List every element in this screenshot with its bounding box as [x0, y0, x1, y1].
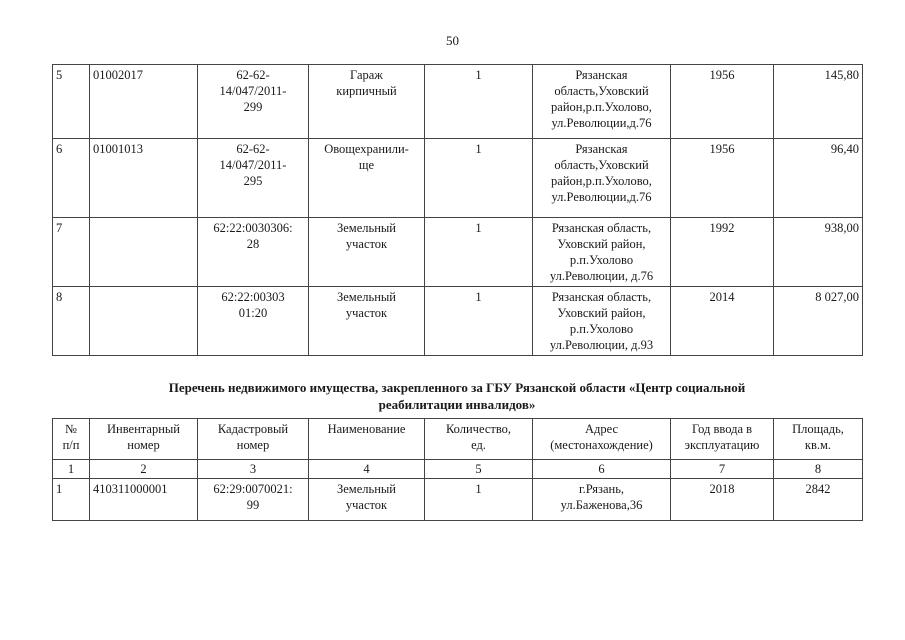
col-number: 4 — [309, 460, 425, 479]
cell-name: Гараж кирпичный — [309, 65, 425, 139]
table-row — [53, 218, 863, 287]
col-number: 5 — [425, 460, 533, 479]
cell-area: 2842 — [774, 479, 863, 521]
col-number: 1 — [53, 460, 90, 479]
table-row — [53, 65, 863, 139]
property-table-continued — [52, 64, 863, 356]
cell-quantity: 1 — [425, 218, 533, 287]
header-cadastral: Кадастровый номер — [198, 419, 309, 460]
cell-area: 145,80 — [774, 65, 863, 139]
cell-address: Рязанская область,Уховский район,р.п.Ухолово, ул.Революции,д.76 — [533, 139, 671, 218]
cell-inventory: 410311000001 — [90, 479, 198, 521]
cell-inventory: 01002017 — [90, 65, 198, 139]
section-heading: Перечень недвижимого имущества, закрепленного за ГБУ Рязанской области «Центр социальной реабилитации инвалидов» — [168, 380, 746, 412]
header-quantity: Количество, ед. — [425, 419, 533, 460]
cell-name: Земельный участок — [309, 479, 425, 521]
cell-inventory: 01001013 — [90, 139, 198, 218]
cell-name: Овощехранили- ще — [309, 139, 425, 218]
cell-quantity: 1 — [425, 139, 533, 218]
col-number: 2 — [90, 460, 198, 479]
cell-address: Рязанская область,Уховский район,р.п.Ухолово, ул.Революции,д.76 — [533, 65, 671, 139]
cell-quantity: 1 — [425, 479, 533, 521]
cell-num: 5 — [53, 65, 90, 139]
cell-year: 1992 — [671, 218, 774, 287]
col-number: 7 — [671, 460, 774, 479]
cell-name: Земельный участок — [309, 287, 425, 356]
table-row — [53, 287, 863, 356]
cell-address: Рязанская область, Уховский район, р.п.Ухолово ул.Революции, д.93 — [533, 287, 671, 356]
cell-cadastral: 62:29:0070021: 99 — [198, 479, 309, 521]
cell-quantity: 1 — [425, 65, 533, 139]
col-number: 6 — [533, 460, 671, 479]
cell-quantity: 1 — [425, 287, 533, 356]
cell-num: 7 — [53, 218, 90, 287]
cell-inventory — [90, 218, 198, 287]
table-row — [53, 479, 863, 521]
cell-address: г.Рязань, ул.Баженова,36 — [533, 479, 671, 521]
cell-num: 8 — [53, 287, 90, 356]
cell-cadastral: 62-62- 14/047/2011- 299 — [198, 65, 309, 139]
cell-cadastral: 62:22:00303 01:20 — [198, 287, 309, 356]
header-address: Адрес (местонахождение) — [533, 419, 671, 460]
column-number-row — [53, 460, 863, 479]
property-table-gbu — [52, 418, 863, 521]
cell-year: 1956 — [671, 65, 774, 139]
cell-area: 96,40 — [774, 139, 863, 218]
cell-year: 2014 — [671, 287, 774, 356]
cell-num: 6 — [53, 139, 90, 218]
header-year: Год ввода в эксплуатацию — [671, 419, 774, 460]
cell-area: 938,00 — [774, 218, 863, 287]
cell-year: 1956 — [671, 139, 774, 218]
cell-cadastral: 62-62- 14/047/2011- 295 — [198, 139, 309, 218]
cell-area: 8 027,00 — [774, 287, 863, 356]
table-row — [53, 139, 863, 218]
cell-address: Рязанская область, Уховский район, р.п.Ухолово ул.Революции, д.76 — [533, 218, 671, 287]
cell-year: 2018 — [671, 479, 774, 521]
cell-name: Земельный участок — [309, 218, 425, 287]
header-name: Наименование — [309, 419, 425, 460]
cell-num: 1 — [53, 479, 90, 521]
col-number: 8 — [774, 460, 863, 479]
header-area: Площадь, кв.м. — [774, 419, 863, 460]
col-number: 3 — [198, 460, 309, 479]
cell-inventory — [90, 287, 198, 356]
header-inventory: Инвентарный номер — [90, 419, 198, 460]
header-num: № п/п — [53, 419, 90, 460]
cell-cadastral: 62:22:0030306: 28 — [198, 218, 309, 287]
page-number: 50 — [446, 33, 459, 48]
header-row — [53, 419, 863, 460]
